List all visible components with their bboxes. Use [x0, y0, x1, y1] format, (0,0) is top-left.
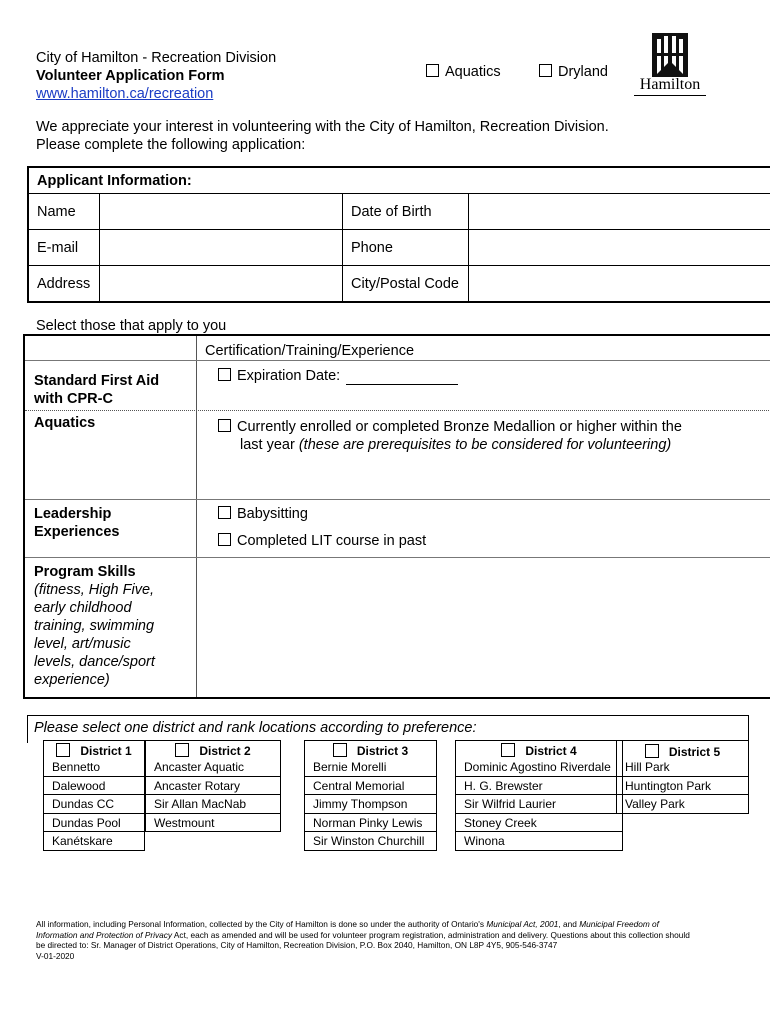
- dryland-option[interactable]: [539, 64, 608, 80]
- address-label: Address: [28, 266, 100, 303]
- list-item: Sir Wilfrid Laurier: [455, 795, 623, 814]
- list-item: Kanétskare: [43, 832, 145, 851]
- district-3-column: [304, 740, 437, 851]
- district-1-column: [43, 740, 145, 851]
- program-skills-field[interactable]: [197, 558, 770, 697]
- aquatics-label: Aquatics: [445, 64, 501, 80]
- recreation-link[interactable]: www.hamilton.ca/recreation: [36, 86, 214, 102]
- hamilton-crest-icon: [630, 33, 710, 77]
- form-header: [36, 49, 276, 103]
- list-item: H. G. Brewster: [455, 777, 623, 796]
- dryland-checkbox[interactable]: [539, 64, 552, 77]
- lit-course-label: Completed LIT course in past: [237, 533, 427, 549]
- district-1-header[interactable]: District 1: [43, 740, 145, 758]
- email-field[interactable]: [100, 230, 343, 266]
- list-item: Bennetto: [43, 758, 145, 777]
- intro-line-2: Please complete the following application:: [36, 137, 306, 153]
- babysitting-checkbox[interactable]: [218, 506, 231, 519]
- bronze-medallion-text-2: last year: [240, 437, 299, 453]
- privacy-footer: All information, including Personal Information, collected by the City of Hamilton is done so under the authority of Ontario's Municipal Act, 2001, and Municipal Freedom of Information and Protection of Privacy Act, each as amended and will be used for volunteer program registration, administration and delivery. Questions about this collection should be directed to: Sr. Manager of District Operations, City of Hamilton, Recreation Division, P.O. Box 2040, Hamilton, ON L8P 4Y5, 905-546-3747 V-01-2020: [36, 919, 738, 961]
- experience-table: [23, 334, 770, 699]
- list-item: Dundas Pool: [43, 814, 145, 833]
- leadership-label: Leadership Experiences: [34, 506, 120, 540]
- district-instructions: Please select one district and rank locations according to preference:: [34, 720, 477, 736]
- bronze-medallion-option[interactable]: [218, 418, 738, 454]
- district-2-header[interactable]: District 2: [145, 740, 281, 758]
- applicant-info-table: [27, 166, 770, 303]
- district-5-column: [616, 740, 749, 814]
- applicant-info-title: Applicant Information:: [28, 167, 770, 194]
- lit-course-option[interactable]: [218, 532, 426, 550]
- district-3-checkbox[interactable]: [333, 743, 347, 757]
- aquatics-checkbox[interactable]: [426, 64, 439, 77]
- org-name: City of Hamilton - Recreation Division: [36, 50, 277, 66]
- babysitting-option[interactable]: [218, 505, 308, 523]
- lit-course-checkbox[interactable]: [218, 533, 231, 546]
- phone-label: Phone: [343, 230, 469, 266]
- list-item: Sir Allan MacNab: [145, 795, 281, 814]
- phone-field[interactable]: [469, 230, 770, 266]
- prerequisite-note: (these are prerequisites to be considered for volunteering): [298, 437, 672, 453]
- list-item: Winona: [455, 832, 623, 851]
- list-item: Ancaster Aquatic: [145, 758, 281, 777]
- program-skills-label: Program Skills (fitness, High Five, early childhood training, swimming level, art/music levels, dance/sport experience): [34, 564, 155, 688]
- list-item: Central Memorial: [304, 777, 437, 796]
- district-selection: [27, 715, 749, 855]
- list-item: Dominic Agostino Riverdale: [455, 758, 623, 777]
- email-label: E-mail: [28, 230, 100, 266]
- expiration-date-field[interactable]: [346, 370, 458, 385]
- list-item: Huntington Park: [616, 777, 749, 796]
- list-item: Dalewood: [43, 777, 145, 796]
- experience-column-header: Certification/Training/Experience: [205, 343, 415, 359]
- bronze-medallion-text: Currently enrolled or completed Bronze Medallion or higher within the: [237, 419, 682, 435]
- version-label: V-01-2020: [36, 950, 75, 961]
- district-2-column: [145, 740, 281, 832]
- list-item: Jimmy Thompson: [304, 795, 437, 814]
- first-aid-checkbox[interactable]: [218, 368, 231, 381]
- babysitting-label: Babysitting: [237, 506, 308, 522]
- aquatics-experience-label: Aquatics: [34, 415, 96, 431]
- district-4-header[interactable]: District 4: [455, 740, 623, 758]
- district-1-checkbox[interactable]: [56, 743, 70, 757]
- list-item: Dundas CC: [43, 795, 145, 814]
- city-label: City/Postal Code: [343, 266, 469, 303]
- dryland-label: Dryland: [558, 64, 608, 80]
- dob-label: Date of Birth: [343, 194, 469, 230]
- first-aid-option[interactable]: [218, 367, 458, 385]
- dob-field[interactable]: [469, 194, 770, 230]
- aquatics-option[interactable]: [426, 64, 501, 80]
- list-item: Bernie Morelli: [304, 758, 437, 777]
- hamilton-logo: [630, 33, 710, 97]
- select-label: Select those that apply to you: [36, 318, 227, 334]
- bronze-medallion-checkbox[interactable]: [218, 419, 231, 432]
- address-field[interactable]: [100, 266, 343, 303]
- form-title: Volunteer Application Form: [36, 68, 225, 84]
- expiration-label: Expiration Date:: [237, 368, 341, 384]
- district-5-checkbox[interactable]: [645, 744, 659, 758]
- district-4-checkbox[interactable]: [501, 743, 515, 757]
- list-item: Westmount: [145, 814, 281, 833]
- district-3-header[interactable]: District 3: [304, 740, 437, 758]
- list-item: Ancaster Rotary: [145, 777, 281, 796]
- name-label: Name: [28, 194, 100, 230]
- intro-text: [36, 118, 609, 154]
- city-field[interactable]: [469, 266, 770, 303]
- district-2-checkbox[interactable]: [175, 743, 189, 757]
- district-5-header[interactable]: District 5: [616, 740, 749, 758]
- logo-wordmark: Hamilton: [639, 76, 701, 93]
- list-item: Valley Park: [616, 795, 749, 814]
- list-item: Sir Winston Churchill: [304, 832, 437, 851]
- list-item: Stoney Creek: [455, 814, 623, 833]
- name-field[interactable]: [100, 194, 343, 230]
- intro-line-1: We appreciate your interest in volunteering with the City of Hamilton, Recreation Division.: [36, 119, 609, 135]
- first-aid-label: Standard First Aid with CPR-C: [34, 373, 160, 407]
- district-4-column: [455, 740, 623, 851]
- list-item: Norman Pinky Lewis: [304, 814, 437, 833]
- list-item: Hill Park: [616, 758, 749, 777]
